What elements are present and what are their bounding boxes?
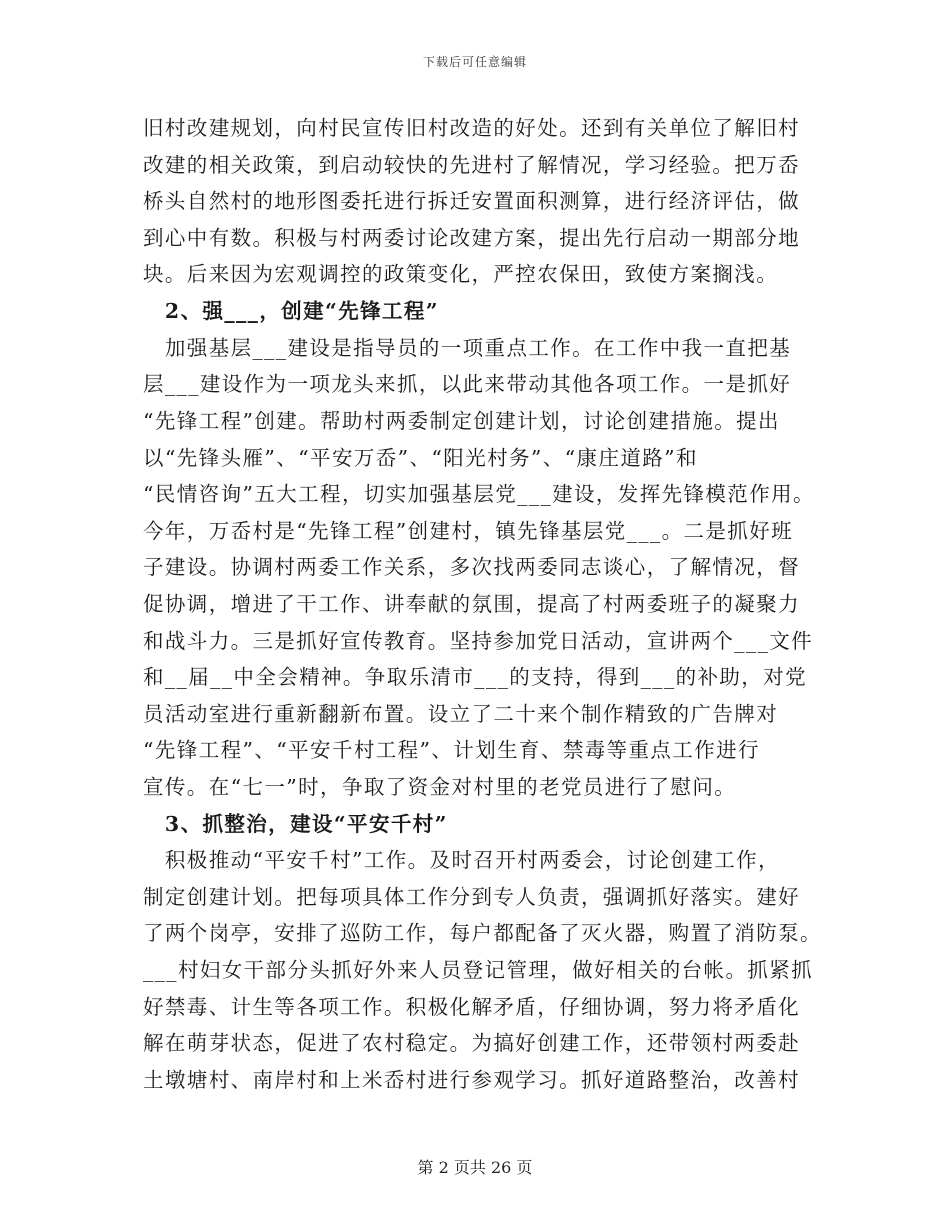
body-line: 了两个岗亭，安排了巡防工作，每户都配备了灭火器，购置了消防泵。 [143,921,822,945]
body-line: “民情咨询”五大工程，切实加强基层党___建设，发挥先锋模范作用。 [143,482,815,506]
body-line: 制定创建计划。把每项具体工作分到专人负责，强调抓好落实。建好 [143,885,800,909]
body-line: 积极推动“平安千村”工作。及时召开村两委会，讨论创建工作， [143,848,780,872]
body-line: 和__届__中全会精神。争取乐清市___的支持，得到___的补助，对党 [143,665,807,689]
body-line: 旧村改建规划，向村民宣传旧村改造的好处。还到有关单位了解旧村 [143,116,800,140]
body-line: 解在萌芽状态，促进了农村稳定。为搞好创建工作，还带领村两委赴 [143,1031,800,1055]
page-header: 下载后可任意编辑 [422,55,527,69]
section-heading: 3、抓整治，建设“平安千村” [143,812,448,836]
body-line: 块。后来因为宏观调控的政策变化，严控农保田，致使方案搁浅。 [143,262,779,286]
body-line: 和战斗力。三是抓好宣传教育。坚持参加党日活动，宣讲两个___文件 [143,629,814,653]
body-line: 子建设。协调村两委工作关系，多次找两委同志谈心，了解情况，督 [143,555,800,579]
page-footer: 第 2 页共 26 页 [417,1158,533,1177]
body-line: 宣传。在“七一”时，争取了资金对村里的老党员进行了慰问。 [143,775,737,799]
body-line: 桥头自然村的地形图委托进行拆迁安置面积测算，进行经济评估，做 [143,189,800,213]
body-line: 好禁毒、计生等各项工作。积极化解矛盾，仔细协调，努力将矛盾化 [143,995,800,1019]
body-line: 今年，万岙村是“先锋工程”创建村，镇先锋基层党___。二是抓好班 [143,519,794,543]
section-heading: 2、强___，创建“先锋工程” [143,299,439,323]
body-line: 土墩塘村、南岸村和上米岙村进行参观学习。抓好道路整治，改善村 [143,1068,800,1092]
body-line: 加强基层___建设是指导员的一项重点工作。在工作中我一直把基 [143,336,792,360]
body-line: “先锋工程”、“平安千村工程”、计划生育、禁毒等重点工作进行 [143,738,760,762]
body-line: 员活动室进行重新翻新布置。设立了二十来个制作精致的广告牌对 [143,702,779,726]
body-line: ___村妇女干部分头抓好外来人员登记管理，做好相关的台帐。抓紧抓 [143,958,814,982]
body-line: 以“先锋头雁”、“平安万岙”、“阳光村务”、“康庄道路”和 [143,446,698,470]
body-line: 到心中有数。积极与村两委讨论改建方案，提出先行启动一期部分地 [143,226,800,250]
body-line: “先锋工程”创建。帮助村两委制定创建计划，讨论创建措施。提出 [143,409,780,433]
body-line: 层___建设作为一项龙头来抓，以此来带动其他各项工作。一是抓好 [143,372,792,396]
body-line: 改建的相关政策，到启动较快的先进村了解情况，学习经验。把万岙 [143,153,800,177]
body-line: 促协调，增进了干工作、讲奉献的氛围，提高了村两委班子的凝聚力 [143,592,800,616]
